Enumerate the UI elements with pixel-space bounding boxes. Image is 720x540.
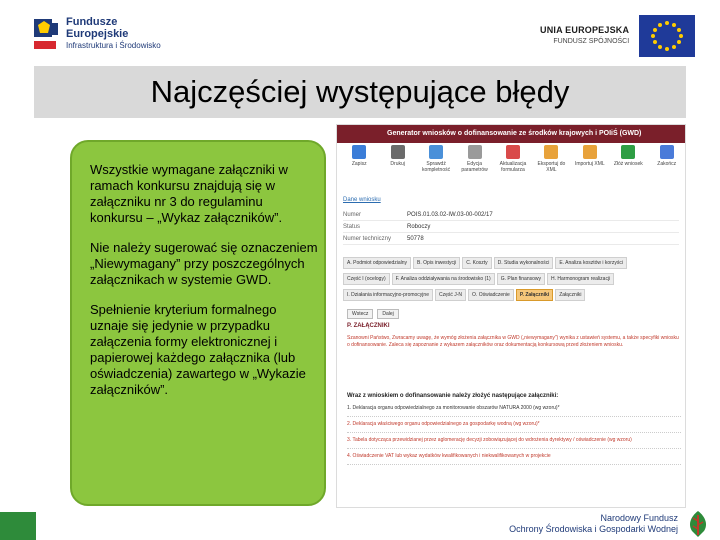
fe-star-icon — [30, 15, 60, 53]
gwd-tab[interactable]: C. Koszty — [462, 257, 491, 269]
gwd-header — [337, 125, 686, 143]
gwd-tab[interactable]: B. Opis inwestycji — [413, 257, 460, 269]
gwd-attachment-list — [347, 405, 681, 469]
toolbar-icon — [506, 145, 520, 159]
form-key-status: Status — [343, 223, 361, 230]
paragraph-formal-criterion: Spełnienie kryterium formalnego uznaje się jedynie w przypadku załączenia formy elektronicznej i papierowej każdego załącznika (lub oświadczenia) zawartego w „Wykazie załączników”. — [90, 302, 306, 397]
eu-flag-icon — [639, 15, 695, 57]
toolbar-label: Zapisz — [351, 161, 367, 167]
nf-logo-line1: Narodowy Fundusz — [600, 513, 678, 523]
toolbar-button[interactable] — [420, 145, 452, 185]
gwd-section-title: P. ZAŁĄCZNIKI — [347, 323, 390, 329]
eu-logo-line1: UNIA EUROPEJSKA — [540, 25, 630, 35]
toolbar-label: Importuj XML — [574, 161, 605, 167]
form-val-numer-techniczny: 50778 — [407, 235, 424, 242]
toolbar-label: Aktualizacja formularza — [499, 161, 527, 173]
toolbar-label: Zakończ — [657, 161, 677, 167]
list-item: 1. Deklaracja organu odpowiedzialnego za monitorowanie obszarów NATURA 2000 (wg wzoru)* — [347, 405, 681, 417]
form-key-numer-techniczny: Numer techniczny — [343, 235, 392, 242]
gwd-form — [343, 209, 679, 245]
toolbar-button[interactable] — [574, 145, 606, 185]
toolbar-label: Eksportuj do XML — [537, 161, 566, 173]
gwd-tab[interactable]: A. Podmiot odpowiedzialny — [343, 257, 411, 269]
paragraph-not-required: Nie należy sugerować się oznaczeniem „Niewymagany” przy poszczególnych załącznikach w systemie GWD. — [90, 240, 318, 287]
gwd-tab[interactable]: P. Załączniki — [516, 289, 553, 301]
form-key-numer: Numer — [343, 211, 362, 218]
gwd-screenshot — [336, 124, 686, 508]
gwd-tabs-row3 — [343, 289, 683, 301]
form-row — [343, 209, 679, 221]
toolbar-button[interactable] — [381, 145, 413, 185]
slide-title: Najczęściej występujące błędy — [150, 74, 570, 109]
list-item: 4. Oświadczenie VAT lub wykaz wydatków kwalifikowanych i niekwalifikowanych w projekcie — [347, 453, 681, 465]
eu-logo — [540, 12, 700, 60]
gwd-tab[interactable]: Część I (ocelogy) — [343, 273, 390, 285]
gwd-tab[interactable]: Część J-N — [435, 289, 466, 301]
nfosigw-logo — [490, 508, 710, 540]
back-button[interactable]: Wstecz — [347, 309, 373, 319]
toolbar-label: Edycja parametrów — [461, 161, 488, 173]
toolbar-button[interactable] — [343, 145, 375, 185]
info-bubble-text — [90, 162, 318, 398]
gwd-link-dane-wniosku[interactable]: Dane wniosku — [343, 197, 381, 203]
paragraph-attachments-list: Wszystkie wymagane załączniki w ramach konkursu znajdują się w załączniku nr 3 do regulaminu konkursu – „Wykaz załączników”. — [90, 162, 288, 225]
toolbar-icon — [391, 145, 405, 159]
toolbar-icon — [544, 145, 558, 159]
toolbar-icon — [352, 145, 366, 159]
toolbar-button[interactable] — [651, 145, 683, 185]
gwd-warning-text: Szanowni Państwo, Zwracamy uwagę, że wymóg złożenia załącznika w GWD („niewymagany”) wynika z ustawień systemu, a także specyfiki wniosku o dofinansowanie. Zaleca się zapoznanie z wykazem załączników oraz dokumentacją konkursową przed złożeniem wniosku. — [347, 335, 679, 348]
fundusze-europejskie-logo — [30, 12, 230, 56]
gwd-tab[interactable]: I. Działania informacyjno-promocyjne — [343, 289, 433, 301]
form-val-numer: POIS.01.03.02-IW.03-00-002/17 — [407, 211, 493, 218]
eu-logo-line2: FUNDUSZ SPÓJNOŚCI — [553, 38, 630, 45]
toolbar-button[interactable] — [458, 145, 490, 185]
gwd-tabs-row1 — [343, 257, 683, 269]
toolbar-icon — [429, 145, 443, 159]
gwd-tab[interactable]: D. Studia wykonalności — [494, 257, 554, 269]
gwd-tab[interactable]: E. Analiza kosztów i korzyści — [555, 257, 627, 269]
fe-logo-line3: Infrastruktura i Środowisko — [66, 41, 161, 50]
gwd-toolbar — [343, 145, 683, 185]
fe-logo-line1: Fundusze — [66, 16, 118, 28]
toolbar-icon — [468, 145, 482, 159]
toolbar-label: Drukuj — [390, 161, 405, 167]
next-button[interactable]: Dalej — [377, 309, 398, 319]
toolbar-icon — [621, 145, 635, 159]
form-row — [343, 233, 679, 245]
toolbar-button[interactable] — [535, 145, 567, 185]
toolbar-icon — [583, 145, 597, 159]
form-val-status: Roboczy — [407, 223, 431, 230]
toolbar-label: Sprawdź kompletność — [422, 161, 451, 173]
gwd-tab[interactable]: H. Harmonogram realizacji — [547, 273, 614, 285]
nf-logo-line2: Ochrony Środowiska i Gospodarki Wodnej — [509, 524, 678, 534]
toolbar-icon — [660, 145, 674, 159]
gwd-header-title: Generator wniosków o dofinansowanie ze środków krajowych i POIiŚ (GWD) — [387, 130, 642, 137]
form-row — [343, 221, 679, 233]
nfosigw-tree-icon — [686, 509, 710, 539]
list-item: 3. Tabela dotycząca przewidzianej przez aglomerację decyzji zobowiązującej do wdrożenia dyrektywy / oświadczenie (wg wzoru) — [347, 437, 681, 449]
fe-logo-line2: Europejskie — [66, 28, 129, 40]
gwd-list-title: Wraz z wnioskiem o dofinansowanie należy złożyć następujące załączniki: — [347, 393, 559, 399]
toolbar-label: Złóż wniosek — [613, 161, 643, 167]
list-item: 2. Deklaracja właściwego organu odpowiedzialnego za gospodarkę wodną (wg wzoru)* — [347, 421, 681, 433]
toolbar-button[interactable] — [497, 145, 529, 185]
gwd-tab[interactable]: Załączniki — [555, 289, 585, 301]
toolbar-button[interactable] — [612, 145, 644, 185]
gwd-tab[interactable]: F. Analiza oddziaływania na środowisko (1) — [392, 273, 495, 285]
footer-green-bar — [0, 512, 36, 540]
gwd-tab[interactable]: O. Oświadczenie — [468, 289, 514, 301]
gwd-tab[interactable]: G. Plan finansowy — [497, 273, 545, 285]
gwd-nav-buttons — [347, 309, 399, 319]
slide-title-bar — [34, 66, 686, 118]
gwd-tabs-row2 — [343, 273, 683, 285]
